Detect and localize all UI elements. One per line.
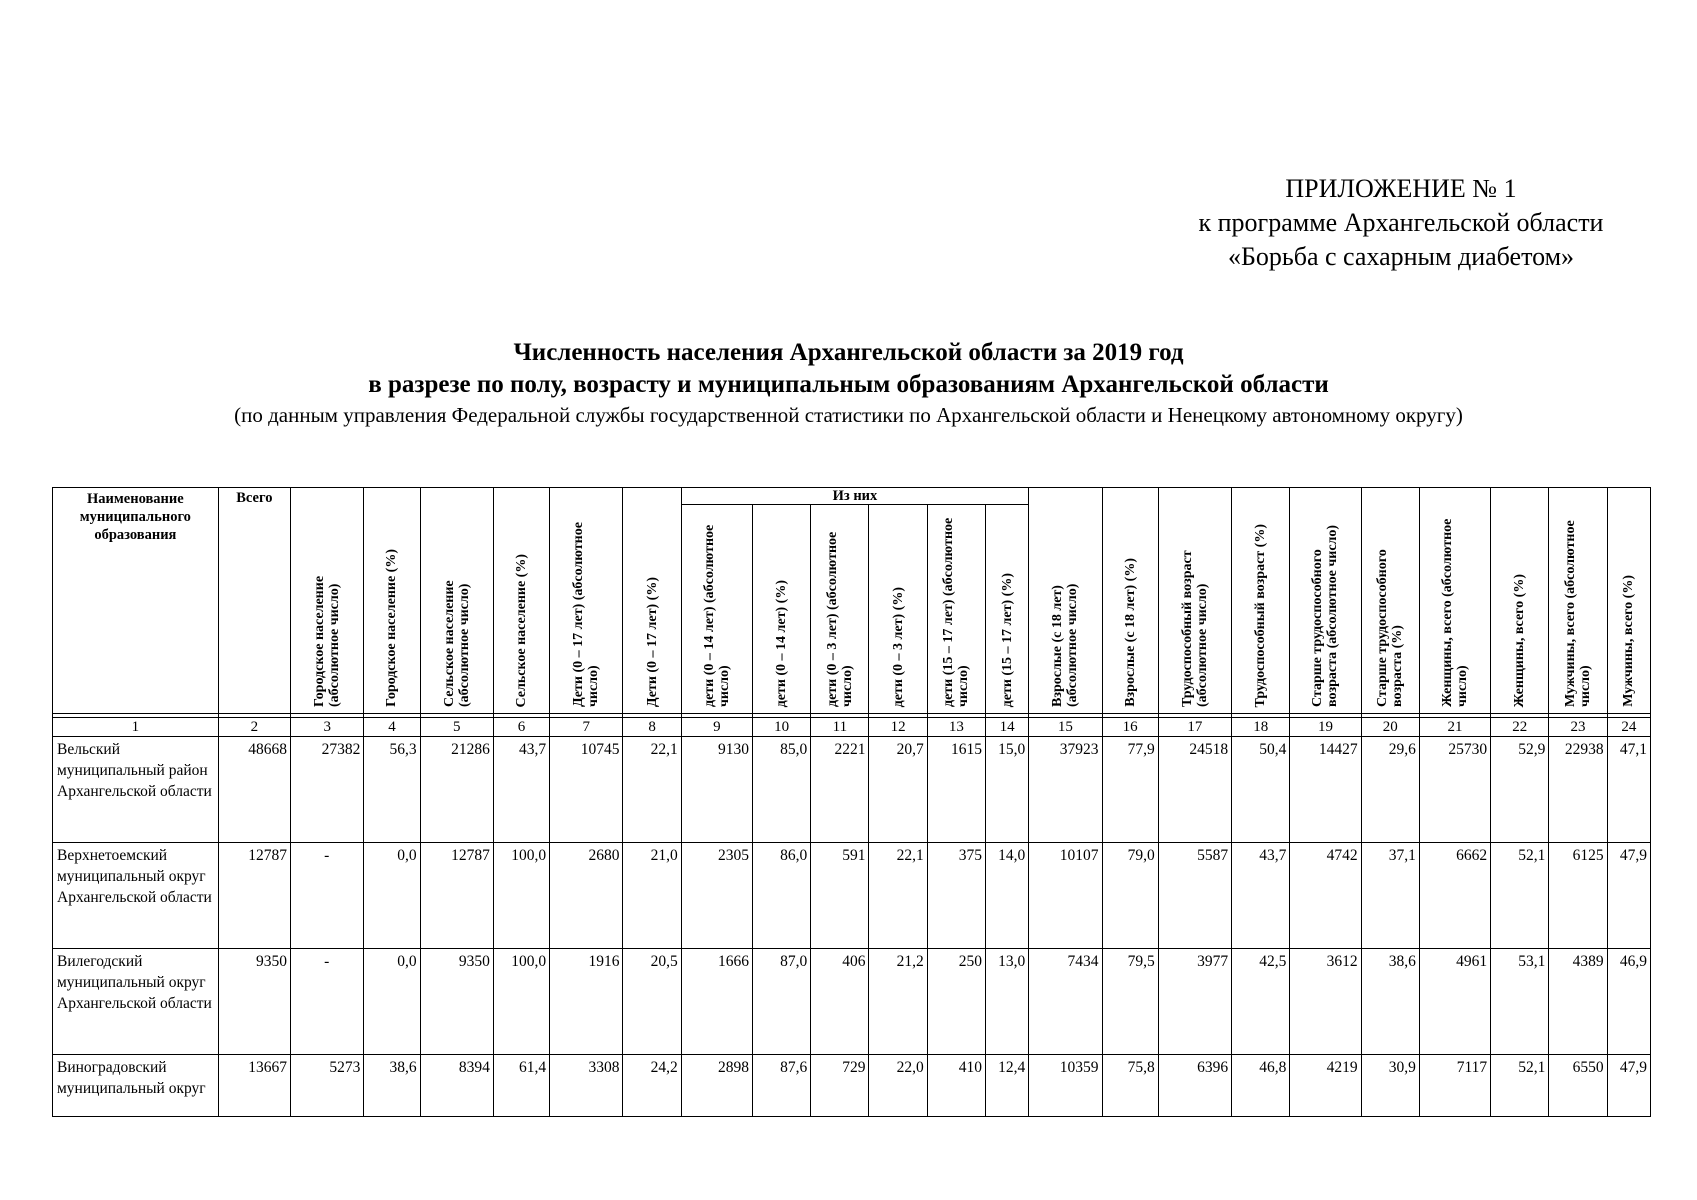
header-urban-abs: Городское население (абсолютное число) — [291, 488, 364, 714]
title-line-1: Численность населения Архангельской области за 2019 год — [513, 339, 1184, 366]
header-municipality: Наименование муниципального образования — [53, 488, 219, 714]
table-cell: 2680 — [550, 843, 623, 949]
table-cell: 38,6 — [364, 1055, 420, 1117]
table-cell: 100,0 — [493, 949, 549, 1055]
column-number-cell: 16 — [1102, 718, 1158, 737]
column-number-cell: 14 — [985, 718, 1028, 737]
table-cell: 14427 — [1290, 737, 1361, 843]
column-number-cell: 7 — [550, 718, 623, 737]
header-rural-abs: Сельское население (абсолютное число) — [420, 488, 493, 714]
document-title — [0, 337, 1697, 429]
header-over-working-age-abs: Старше трудоспособного возраста (абсолютное число) — [1290, 488, 1361, 714]
table-cell: 3612 — [1290, 949, 1361, 1055]
table-cell: 10745 — [550, 737, 623, 843]
appendix-heading — [1171, 172, 1631, 274]
table-cell: 9130 — [681, 737, 752, 843]
table-cell: 10107 — [1029, 843, 1102, 949]
table-cell: 14,0 — [985, 843, 1028, 949]
column-number-cell: 19 — [1290, 718, 1361, 737]
column-number-cell: 15 — [1029, 718, 1102, 737]
table-cell: 77,9 — [1102, 737, 1158, 843]
table-cell: - — [291, 843, 364, 949]
table-cell: 15,0 — [985, 737, 1028, 843]
table-cell: 87,6 — [752, 1055, 810, 1117]
header-rural-pct: Сельское население (%) — [493, 488, 549, 714]
header-men-abs: Мужчины, всего (абсолютное число) — [1549, 488, 1607, 714]
header-women-pct: Женщины, всего (%) — [1491, 488, 1549, 714]
title-line-2: в разрезе по полу, возрасту и муниципальным образованиям Архангельской области — [368, 371, 1329, 398]
table-cell: 50,4 — [1232, 737, 1290, 843]
table-cell: 20,7 — [869, 737, 927, 843]
table-cell: 43,7 — [493, 737, 549, 843]
table-row — [53, 949, 1651, 1055]
table-cell: 20,5 — [623, 949, 681, 1055]
column-number-cell: 18 — [1232, 718, 1290, 737]
column-number-cell: 11 — [811, 718, 869, 737]
header-children-15-17-abs: дети (15 – 17 лет) (абсолютное число) — [927, 505, 985, 714]
table-cell: 22,1 — [623, 737, 681, 843]
table-row — [53, 843, 1651, 949]
header-over-working-age-pct: Старше трудоспособного возраста (%) — [1361, 488, 1419, 714]
table-cell: 250 — [927, 949, 985, 1055]
table-cell: 6662 — [1419, 843, 1490, 949]
table-cell: 29,6 — [1361, 737, 1419, 843]
column-number-cell: 3 — [291, 718, 364, 737]
column-number-cell: 1 — [53, 718, 219, 737]
table-cell: 42,5 — [1232, 949, 1290, 1055]
title-source-note: (по данным управления Федеральной службы государственной статистики по Архангельской области и Ненецкому автономному округу) — [234, 403, 1463, 427]
table-cell: 61,4 — [493, 1055, 549, 1117]
table-cell: 48668 — [218, 737, 290, 843]
header-children-pct: Дети (0 – 17 лет) (%) — [623, 488, 681, 714]
header-women-abs: Женщины, всего (абсолютное число) — [1419, 488, 1490, 714]
table-cell: 47,9 — [1607, 843, 1650, 949]
table-cell: 3308 — [550, 1055, 623, 1117]
table-cell: 1666 — [681, 949, 752, 1055]
table-cell: 13667 — [218, 1055, 290, 1117]
column-number-cell: 9 — [681, 718, 752, 737]
table-cell: 79,5 — [1102, 949, 1158, 1055]
table-cell: 5273 — [291, 1055, 364, 1117]
appendix-program-name: «Борьба с сахарным диабетом» — [1227, 242, 1575, 271]
header-children-0-14-abs: дети (0 – 14 лет) (абсолютное число) — [681, 505, 752, 714]
table-cell: 9350 — [420, 949, 493, 1055]
table-cell: 21,0 — [623, 843, 681, 949]
appendix-program: к программе Архангельской области — [1198, 208, 1604, 237]
table-cell: 9350 — [218, 949, 290, 1055]
header-adults-pct: Взрослые (с 18 лет) (%) — [1102, 488, 1158, 714]
table-cell: 4219 — [1290, 1055, 1361, 1117]
column-number-cell: 17 — [1158, 718, 1231, 737]
table-cell: 12787 — [218, 843, 290, 949]
table-cell: 47,9 — [1607, 1055, 1650, 1117]
table-cell: 2305 — [681, 843, 752, 949]
table-cell: 0,0 — [364, 843, 420, 949]
table-cell: 410 — [927, 1055, 985, 1117]
table-cell: 85,0 — [752, 737, 810, 843]
header-group-of-them: Из них — [681, 488, 1029, 505]
table-cell: 6550 — [1549, 1055, 1607, 1117]
table-cell: 24518 — [1158, 737, 1231, 843]
table-cell: 75,8 — [1102, 1055, 1158, 1117]
column-number-row — [53, 718, 1651, 737]
column-number-cell: 13 — [927, 718, 985, 737]
table-cell: 22,0 — [869, 1055, 927, 1117]
table-cell: 46,9 — [1607, 949, 1650, 1055]
column-number-cell: 8 — [623, 718, 681, 737]
header-urban-pct: Городское население (%) — [364, 488, 420, 714]
table-cell: 13,0 — [985, 949, 1028, 1055]
appendix-number: ПРИЛОЖЕНИЕ № 1 — [1285, 174, 1517, 203]
table-cell: 37,1 — [1361, 843, 1419, 949]
population-table — [52, 487, 1651, 1117]
column-number-cell: 24 — [1607, 718, 1650, 737]
table-cell: 6396 — [1158, 1055, 1231, 1117]
table-cell: 12787 — [420, 843, 493, 949]
table-cell: 4389 — [1549, 949, 1607, 1055]
table-cell: 25730 — [1419, 737, 1490, 843]
table-cell: 5587 — [1158, 843, 1231, 949]
column-number-cell: 20 — [1361, 718, 1419, 737]
table-cell: 43,7 — [1232, 843, 1290, 949]
table-cell: 47,1 — [1607, 737, 1650, 843]
table-row — [53, 1055, 1651, 1117]
header-row-top — [53, 488, 1651, 505]
column-number-cell: 21 — [1419, 718, 1490, 737]
table-cell: 2221 — [811, 737, 869, 843]
column-number-cell: 10 — [752, 718, 810, 737]
table-cell: 100,0 — [493, 843, 549, 949]
table-cell: 7434 — [1029, 949, 1102, 1055]
table-cell: 87,0 — [752, 949, 810, 1055]
table-cell: 4961 — [1419, 949, 1490, 1055]
column-number-cell: 2 — [218, 718, 290, 737]
table-cell: 52,1 — [1491, 1055, 1549, 1117]
header-children-0-14-pct: дети (0 – 14 лет) (%) — [752, 505, 810, 714]
table-cell: 406 — [811, 949, 869, 1055]
table-cell: 2898 — [681, 1055, 752, 1117]
table-cell: 7117 — [1419, 1055, 1490, 1117]
table-cell: 86,0 — [752, 843, 810, 949]
column-number-cell: 22 — [1491, 718, 1549, 737]
header-men-pct: Мужчины, всего (%) — [1607, 488, 1650, 714]
header-children-0-3-abs: дети (0 – 3 лет) (абсолютное число) — [811, 505, 869, 714]
column-number-cell: 5 — [420, 718, 493, 737]
header-working-age-abs: Трудоспособный возраст (абсолютное число) — [1158, 488, 1231, 714]
municipality-name-cell: Вилегодский муниципальный округ Архангельской области — [53, 949, 219, 1055]
header-adults-abs: Взрослые (с 18 лет) (абсолютное число) — [1029, 488, 1102, 714]
municipality-name-cell: Верхнетоемский муниципальный округ Архангельской области — [53, 843, 219, 949]
column-number-cell: 6 — [493, 718, 549, 737]
column-number-cell: 23 — [1549, 718, 1607, 737]
table-cell: 21286 — [420, 737, 493, 843]
table-cell: 56,3 — [364, 737, 420, 843]
table-cell: 37923 — [1029, 737, 1102, 843]
header-children-abs: Дети (0 – 17 лет) (абсолютное число) — [550, 488, 623, 714]
header-total: Всего — [218, 488, 290, 714]
column-number-cell: 4 — [364, 718, 420, 737]
header-children-15-17-pct: дети (15 – 17 лет) (%) — [985, 505, 1028, 714]
table-cell: 79,0 — [1102, 843, 1158, 949]
table-cell: 1916 — [550, 949, 623, 1055]
table-cell: - — [291, 949, 364, 1055]
table-cell: 27382 — [291, 737, 364, 843]
table-cell: 375 — [927, 843, 985, 949]
table-cell: 24,2 — [623, 1055, 681, 1117]
table-cell: 22938 — [1549, 737, 1607, 843]
header-children-0-3-pct: дети (0 – 3 лет) (%) — [869, 505, 927, 714]
table-row — [53, 737, 1651, 843]
table-cell: 591 — [811, 843, 869, 949]
column-number-cell: 12 — [869, 718, 927, 737]
table-cell: 52,9 — [1491, 737, 1549, 843]
table-cell: 8394 — [420, 1055, 493, 1117]
table-cell: 6125 — [1549, 843, 1607, 949]
table-cell: 53,1 — [1491, 949, 1549, 1055]
municipality-name-cell: Вельский муниципальный район Архангельской области — [53, 737, 219, 843]
table-cell: 12,4 — [985, 1055, 1028, 1117]
table-cell: 1615 — [927, 737, 985, 843]
table-cell: 30,9 — [1361, 1055, 1419, 1117]
municipality-name-cell: Виноградовский муниципальный округ — [53, 1055, 219, 1117]
table-cell: 21,2 — [869, 949, 927, 1055]
table-cell: 729 — [811, 1055, 869, 1117]
table-cell: 22,1 — [869, 843, 927, 949]
header-working-age-pct: Трудоспособный возраст (%) — [1232, 488, 1290, 714]
table-cell: 4742 — [1290, 843, 1361, 949]
table-cell: 0,0 — [364, 949, 420, 1055]
table-cell: 52,1 — [1491, 843, 1549, 949]
table-cell: 10359 — [1029, 1055, 1102, 1117]
table-cell: 3977 — [1158, 949, 1231, 1055]
table-cell: 46,8 — [1232, 1055, 1290, 1117]
table-cell: 38,6 — [1361, 949, 1419, 1055]
table-body — [53, 714, 1651, 1117]
